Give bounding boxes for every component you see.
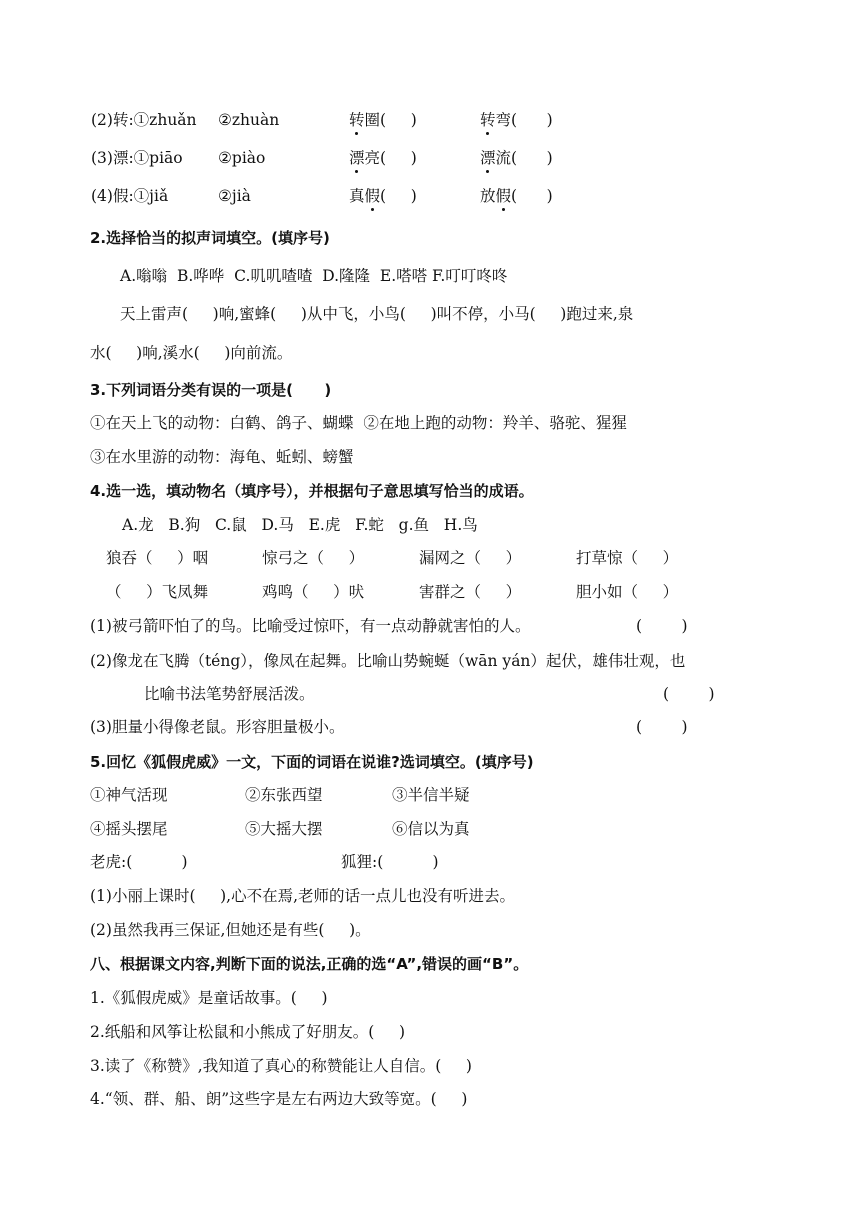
q4-sentence-2: (2)像龙在飞腾（téng），像凤在起舞。比喻山势蜿蜒（wān yán）起伏，雄伟壮观，也 <box>90 652 686 670</box>
q2-title: 2.选择恰当的拟声词填空。(填序号) <box>90 229 330 247</box>
dotted-char: 假 <box>495 187 512 205</box>
answer-blank[interactable] <box>386 149 411 167</box>
q5-sentence-1[interactable]: (1)小丽上课时( ),心不在焉,老师的话一点儿也没有听进去。 <box>90 887 516 905</box>
q1-row-label: (4)假:①jiǎ <box>91 187 169 205</box>
judge-item[interactable]: 1.《狐假虎威》是童话故事。( ) <box>90 989 328 1007</box>
idiom-blank-item[interactable]: 胆小如（ ） <box>576 583 679 601</box>
idiom-blank-item[interactable]: 漏网之（ ） <box>419 549 522 567</box>
word-option: ⑤大摇大摆 <box>245 820 323 838</box>
word-option: ③半信半疑 <box>392 786 470 804</box>
q1-word1: 漂亮( ) <box>349 149 417 167</box>
idiom-blank-item[interactable]: 鸡鸣（ ）吠 <box>262 583 365 601</box>
q1-word2: 放假( ) <box>480 187 553 205</box>
dotted-char: 漂 <box>349 149 365 167</box>
q4-answer-blank-3[interactable]: ( ) <box>636 718 688 736</box>
q4-sentence-2-cont: 比喻书法笔势舒展活泼。 <box>144 685 315 703</box>
q2-sentence-line2[interactable]: 水( )响,溪水( )向前流。 <box>90 344 293 362</box>
judge-item[interactable]: 2.纸船和风筝让松鼠和小熊成了好朋友。( ) <box>90 1023 406 1041</box>
q4-answer-blank-1[interactable]: ( ) <box>636 617 688 635</box>
q1-row-label: (3)漂:①piāo <box>91 149 183 167</box>
idiom-blank-item[interactable]: 打草惊（ ） <box>576 549 679 567</box>
idiom-blank-item[interactable]: 害群之（ ） <box>419 583 522 601</box>
idiom-blank-item[interactable]: 狼吞（ ）咽 <box>106 549 209 567</box>
dotted-char: 假 <box>364 187 381 205</box>
q5-fox-blank[interactable]: 狐狸:( ) <box>341 853 439 871</box>
q5-tiger-blank[interactable]: 老虎:( ) <box>90 853 188 871</box>
q2-options: A.嗡嗡 B.哗哗 C.叽叽喳喳 D.隆隆 E.嗒嗒 F.叮叮咚咚 <box>120 267 508 285</box>
answer-blank[interactable] <box>386 187 411 205</box>
q1-row-option2: ②zhuàn <box>218 111 280 129</box>
q8-title: 八、根据课文内容,判断下面的说法,正确的选“A”,错误的画“B”。 <box>90 955 529 973</box>
q4-sentence-1: (1)被弓箭吓怕了的鸟。比喻受过惊吓，有一点动静就害怕的人。 <box>90 617 531 635</box>
q5-sentence-2[interactable]: (2)虽然我再三保证,但她还是有些( )。 <box>90 921 371 939</box>
answer-blank[interactable] <box>517 149 547 167</box>
dotted-char: 漂 <box>480 149 496 167</box>
q1-row-option2: ②piào <box>218 149 266 167</box>
q4-sentence-3: (3)胆量小得像老鼠。形容胆量极小。 <box>90 718 345 736</box>
q1-word1: 转圈( ) <box>349 111 417 129</box>
answer-blank[interactable] <box>517 187 547 205</box>
dotted-char: 转 <box>349 111 365 129</box>
word-option: ④摇头摆尾 <box>90 820 168 838</box>
answer-blank[interactable] <box>517 111 547 129</box>
dotted-char: 转 <box>480 111 496 129</box>
q1-row-option2: ②jià <box>218 187 251 205</box>
idiom-blank-item[interactable]: （ ）飞凤舞 <box>106 583 209 601</box>
q4-options: A.龙 B.狗 C.鼠 D.马 E.虎 F.蛇 g.鱼 H.鸟 <box>122 516 478 534</box>
idiom-blank-item[interactable]: 惊弓之（ ） <box>262 549 365 567</box>
q5-title: 5.回忆《狐假虎威》一文，下面的词语在说谁?选词填空。(填序号) <box>90 753 534 771</box>
q4-title: 4.选一选，填动物名（填序号），并根据句子意思填写恰当的成语。 <box>90 482 534 500</box>
q4-answer-blank-2[interactable]: ( ) <box>663 685 715 703</box>
q3-option-line1: ①在天上飞的动物：白鹤、鸽子、蝴蝶 ②在地上跑的动物：羚羊、骆驼、猩猩 <box>90 414 627 432</box>
judge-item[interactable]: 4.“领、群、船、朗”这些字是左右两边大致等宽。( ) <box>90 1090 468 1108</box>
q1-row-label: (2)转:①zhuǎn <box>91 111 197 129</box>
q1-word2: 转弯( ) <box>480 111 553 129</box>
q3-option-line2: ③在水里游的动物：海龟、蚯蚓、螃蟹 <box>90 448 354 466</box>
word-option: ⑥信以为真 <box>392 820 470 838</box>
q3-title: 3.下列词语分类有误的一项是( ) <box>90 381 332 399</box>
answer-blank[interactable] <box>386 111 411 129</box>
q1-word2: 漂流( ) <box>480 149 553 167</box>
judge-item[interactable]: 3.读了《称赞》,我知道了真心的称赞能让人自信。( ) <box>90 1057 472 1075</box>
word-option: ①神气活现 <box>90 786 168 804</box>
q2-sentence-line1[interactable]: 天上雷声( )响,蜜蜂( )从中飞，小鸟( )叫不停，小马( )跑过来,泉 <box>120 305 634 323</box>
q1-word1: 真假( ) <box>349 187 417 205</box>
word-option: ②东张西望 <box>245 786 323 804</box>
